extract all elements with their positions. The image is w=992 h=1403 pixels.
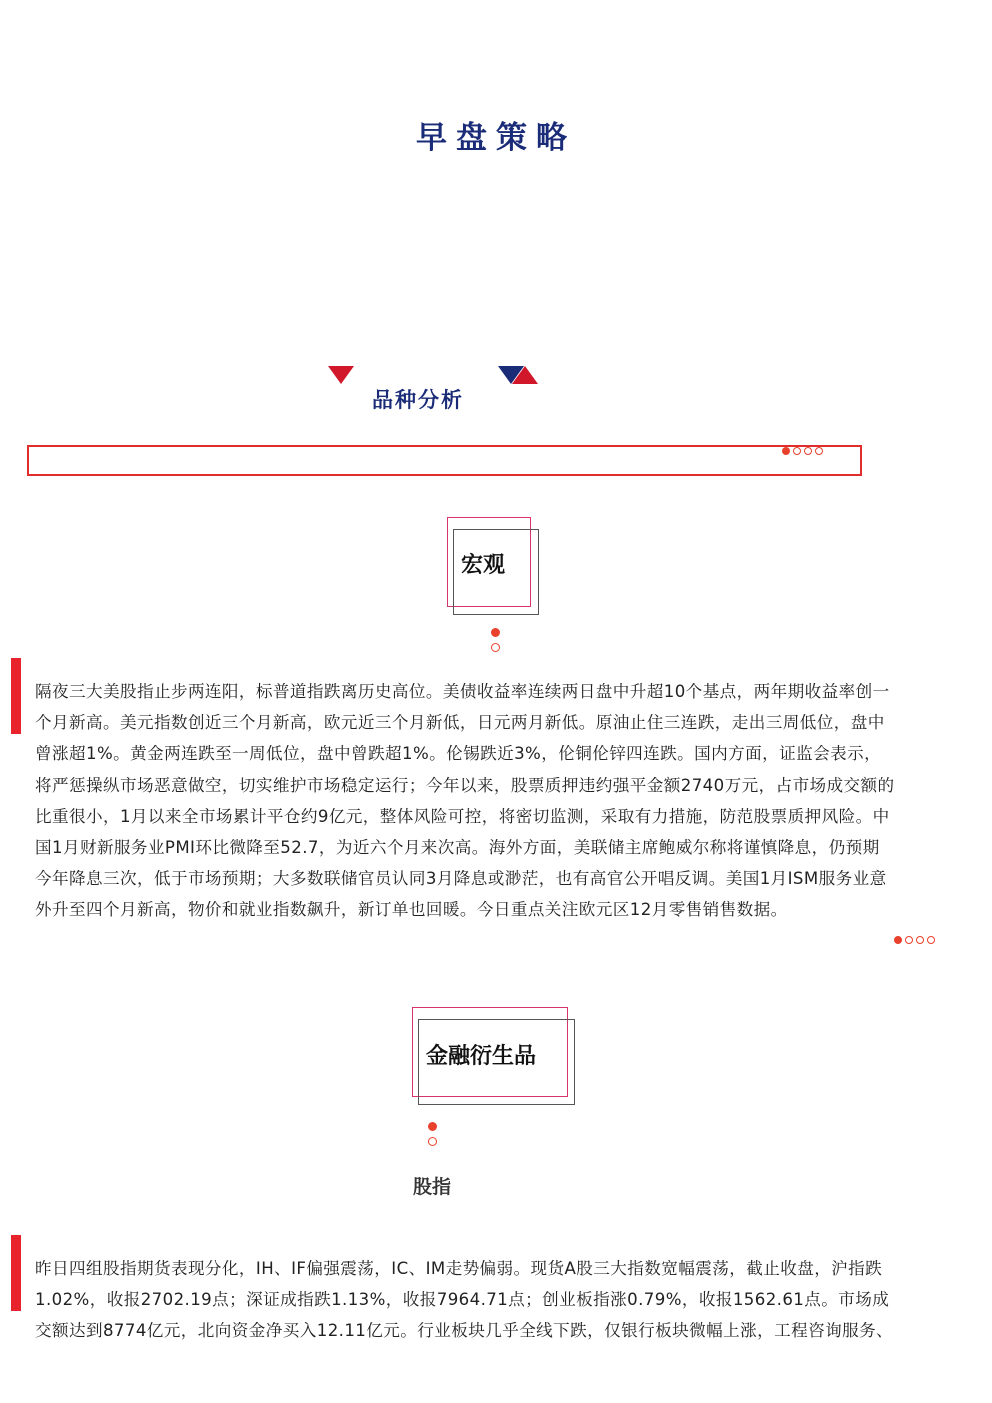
text-line: 国1月财新服务业PMI环比微降至52.7，为近六个月来次高。海外方面，美联储主席鲍威尔称将谨慎降息，仍预期 [35, 838, 880, 858]
dot-outline-icon [815, 447, 823, 455]
dot-filled-icon [491, 628, 500, 637]
text-line: 今年降息三次，低于市场预期；大多数联储官员认同3月降息或渺茫，也有高官公开唱反调。美国1月ISM服务业意 [35, 869, 887, 889]
text-line: 交额达到8774亿元，北向资金净买入12.11亿元。行业板块几乎全线下跌，仅银行板块微幅上涨，工程咨询服务、 [35, 1321, 894, 1341]
derivatives-heading-box [412, 1007, 577, 1107]
macro-heading-box [447, 517, 542, 617]
accent-bar [11, 1235, 21, 1311]
triangle-red-up-icon [512, 366, 538, 384]
dot-outline-icon [793, 447, 801, 455]
stock-index-heading: 股指 [413, 1176, 452, 1198]
dot-outline-icon [916, 936, 924, 944]
banner-dots-icon [782, 447, 823, 455]
dot-outline-icon [905, 936, 913, 944]
dot-outline-icon [804, 447, 812, 455]
paragraph-dots-icon [894, 936, 935, 944]
dot-outline-icon [927, 936, 935, 944]
text-line: 1.02%，收报2702.19点；深证成指跌1.13%，收报7964.71点；创业板指涨0.79%，收报1562.61点。市场成 [35, 1290, 890, 1310]
dot-filled-icon [782, 447, 790, 455]
page-title: 早盘策略 [416, 120, 576, 156]
text-line: 曾涨超1%。黄金两连跌至一周低位，盘中曾跌超1%。伦锡跌近3%，伦铜伦锌四连跌。国内方面，证监会表示， [35, 744, 882, 764]
dot-outline-icon [491, 643, 500, 652]
triangle-left-icon [328, 366, 354, 384]
derivatives-paragraph [35, 1253, 965, 1347]
dot-filled-icon [894, 936, 902, 944]
dot-filled-icon [428, 1122, 437, 1131]
text-line: 昨日四组股指期货表现分化，IH、IF偏强震荡，IC、IM走势偏弱。现货A股三大指数宽幅震荡，截止收盘，沪指跌 [35, 1259, 883, 1278]
text-line: 比重很小，1月以来全市场累计平仓约9亿元，整体风险可控，将密切监测，采取有力措施，防范股票质押风险。中 [35, 806, 890, 826]
macro-heading: 宏观 [461, 553, 506, 578]
text-line: 隔夜三大美股指止步两连阳，标普道指跌离历史高位。美债收益率连续两日盘中升超10个基点，两年期收益率创一 [35, 682, 890, 701]
text-line: 个月新高。美元指数创近三个月新高，欧元近三个月新低，日元两月新低。原油止住三连跌，走出三周低位，盘中 [35, 713, 885, 733]
section-heading: 品种分析 [372, 388, 464, 412]
section-banner [27, 445, 862, 476]
text-line: 将严惩操纵市场恶意做空，切实维护市场稳定运行；今年以来，股票质押违约强平金额2740万元，占市场成交额的 [35, 775, 895, 795]
text-line: 外升至四个月新高，物价和就业指数飙升，新订单也回暖。今日重点关注欧元区12月零售销售数据。 [35, 900, 788, 920]
derivatives-heading: 金融衍生品 [426, 1044, 537, 1069]
macro-paragraph [35, 676, 965, 926]
accent-bar [11, 658, 21, 734]
dot-outline-icon [428, 1137, 437, 1146]
